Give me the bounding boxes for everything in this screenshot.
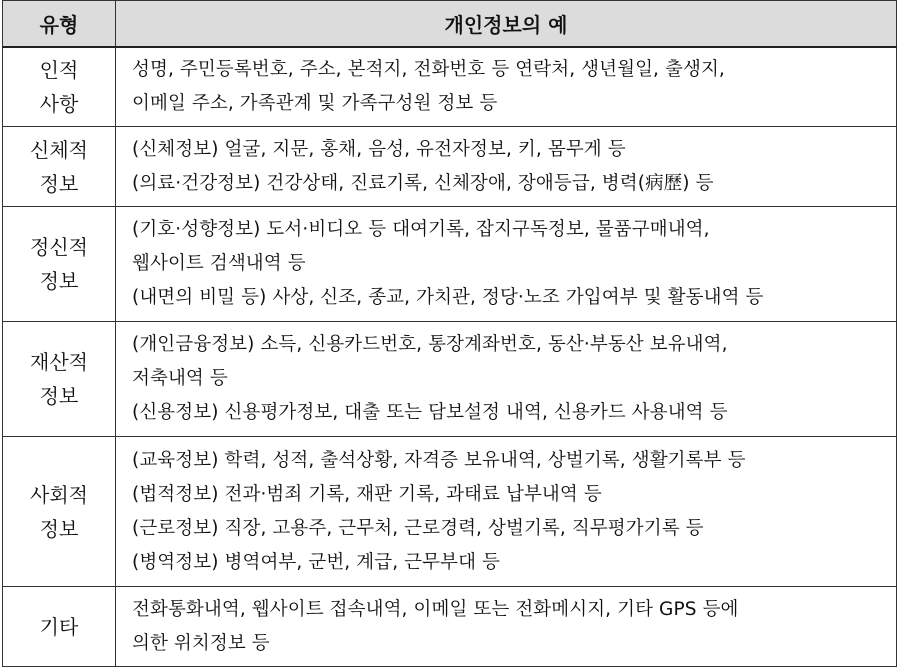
example-line: (교육정보) 학력, 성적, 출석상황, 자격증 보유내역, 상벌기록, 생활기록부 등 (132, 449, 746, 471)
type-cell (3, 587, 116, 667)
example-line: (신체정보) 얼굴, 지문, 홍채, 음성, 유전자정보, 키, 몸무게 등 (132, 138, 626, 160)
table-header-row (3, 1, 897, 47)
examples-cell (116, 322, 897, 437)
type-cell (3, 322, 116, 437)
table-row (3, 47, 897, 127)
example-line: (신용정보) 신용평가정보, 대출 또는 담보설정 내역, 신용카드 사용내역 등 (132, 402, 728, 423)
example-line: 전화통화내역, 웹사이트 접속내역, 이메일 또는 전화메시지, 기타 GPS 등에 (132, 598, 739, 620)
personal-info-table (2, 0, 897, 667)
example-line: 의한 위치정보 등 (132, 632, 270, 654)
type-label: 정보 (39, 516, 79, 541)
example-line: (병역정보) 병역여부, 군번, 계급, 근무부대 등 (132, 551, 500, 573)
examples-cell (116, 47, 897, 127)
table-row (3, 437, 897, 587)
example-line: (근로정보) 직장, 고용주, 근무처, 근로경력, 상벌기록, 직무평가기록 등 (132, 517, 704, 539)
type-cell (3, 47, 116, 127)
type-label: 정보 (39, 384, 79, 408)
personal-info-table-container (2, 0, 896, 667)
example-line: 이메일 주소, 가족관계 및 가족구성원 정보 등 (132, 92, 498, 114)
example-line: (개인금융정보) 소득, 신용카드번호, 통장계좌번호, 동산·부동산 보유내역, (132, 334, 728, 355)
example-line: 성명, 주민등록번호, 주소, 본적지, 전화번호 등 연락처, 생년월일, 출생지, (132, 58, 725, 80)
type-cell (3, 127, 116, 207)
type-label: 정신적 (30, 235, 88, 259)
type-label: 재산적 (30, 350, 88, 374)
header-type: 유형 (3, 1, 116, 47)
type-label: 사회적 (30, 482, 88, 507)
example-line: 저축내역 등 (132, 368, 228, 389)
header-examples: 개인정보의 예 (116, 1, 897, 47)
type-label: 인적 (39, 57, 79, 82)
type-label: 정보 (39, 269, 79, 293)
examples-cell (116, 127, 897, 207)
type-label: 기타 (39, 614, 79, 639)
table-row (3, 127, 897, 207)
example-line: (의료·건강정보) 건강상태, 진료기록, 신체장애, 장애등급, 병력(病歷) 등 (132, 172, 714, 194)
example-line: (내면의 비밀 등) 사상, 신조, 종교, 가치관, 정당·노조 가입여부 및 활동내역 등 (132, 287, 764, 308)
example-line: (기호·성향정보) 도서·비디오 등 대여기록, 잡지구독정보, 물품구매내역, (132, 219, 710, 240)
examples-cell (116, 207, 897, 322)
type-label: 정보 (39, 171, 79, 196)
table-row (3, 322, 897, 437)
type-cell (3, 437, 116, 587)
examples-cell (116, 587, 897, 667)
type-label: 사항 (39, 91, 79, 116)
type-label: 신체적 (30, 137, 88, 162)
table-row (3, 587, 897, 667)
example-line: 웹사이트 검색내역 등 (132, 253, 306, 274)
type-cell (3, 207, 116, 322)
examples-cell (116, 437, 897, 587)
example-line: (법적정보) 전과·범죄 기록, 재판 기록, 과태료 납부내역 등 (132, 483, 602, 505)
table-row (3, 207, 897, 322)
